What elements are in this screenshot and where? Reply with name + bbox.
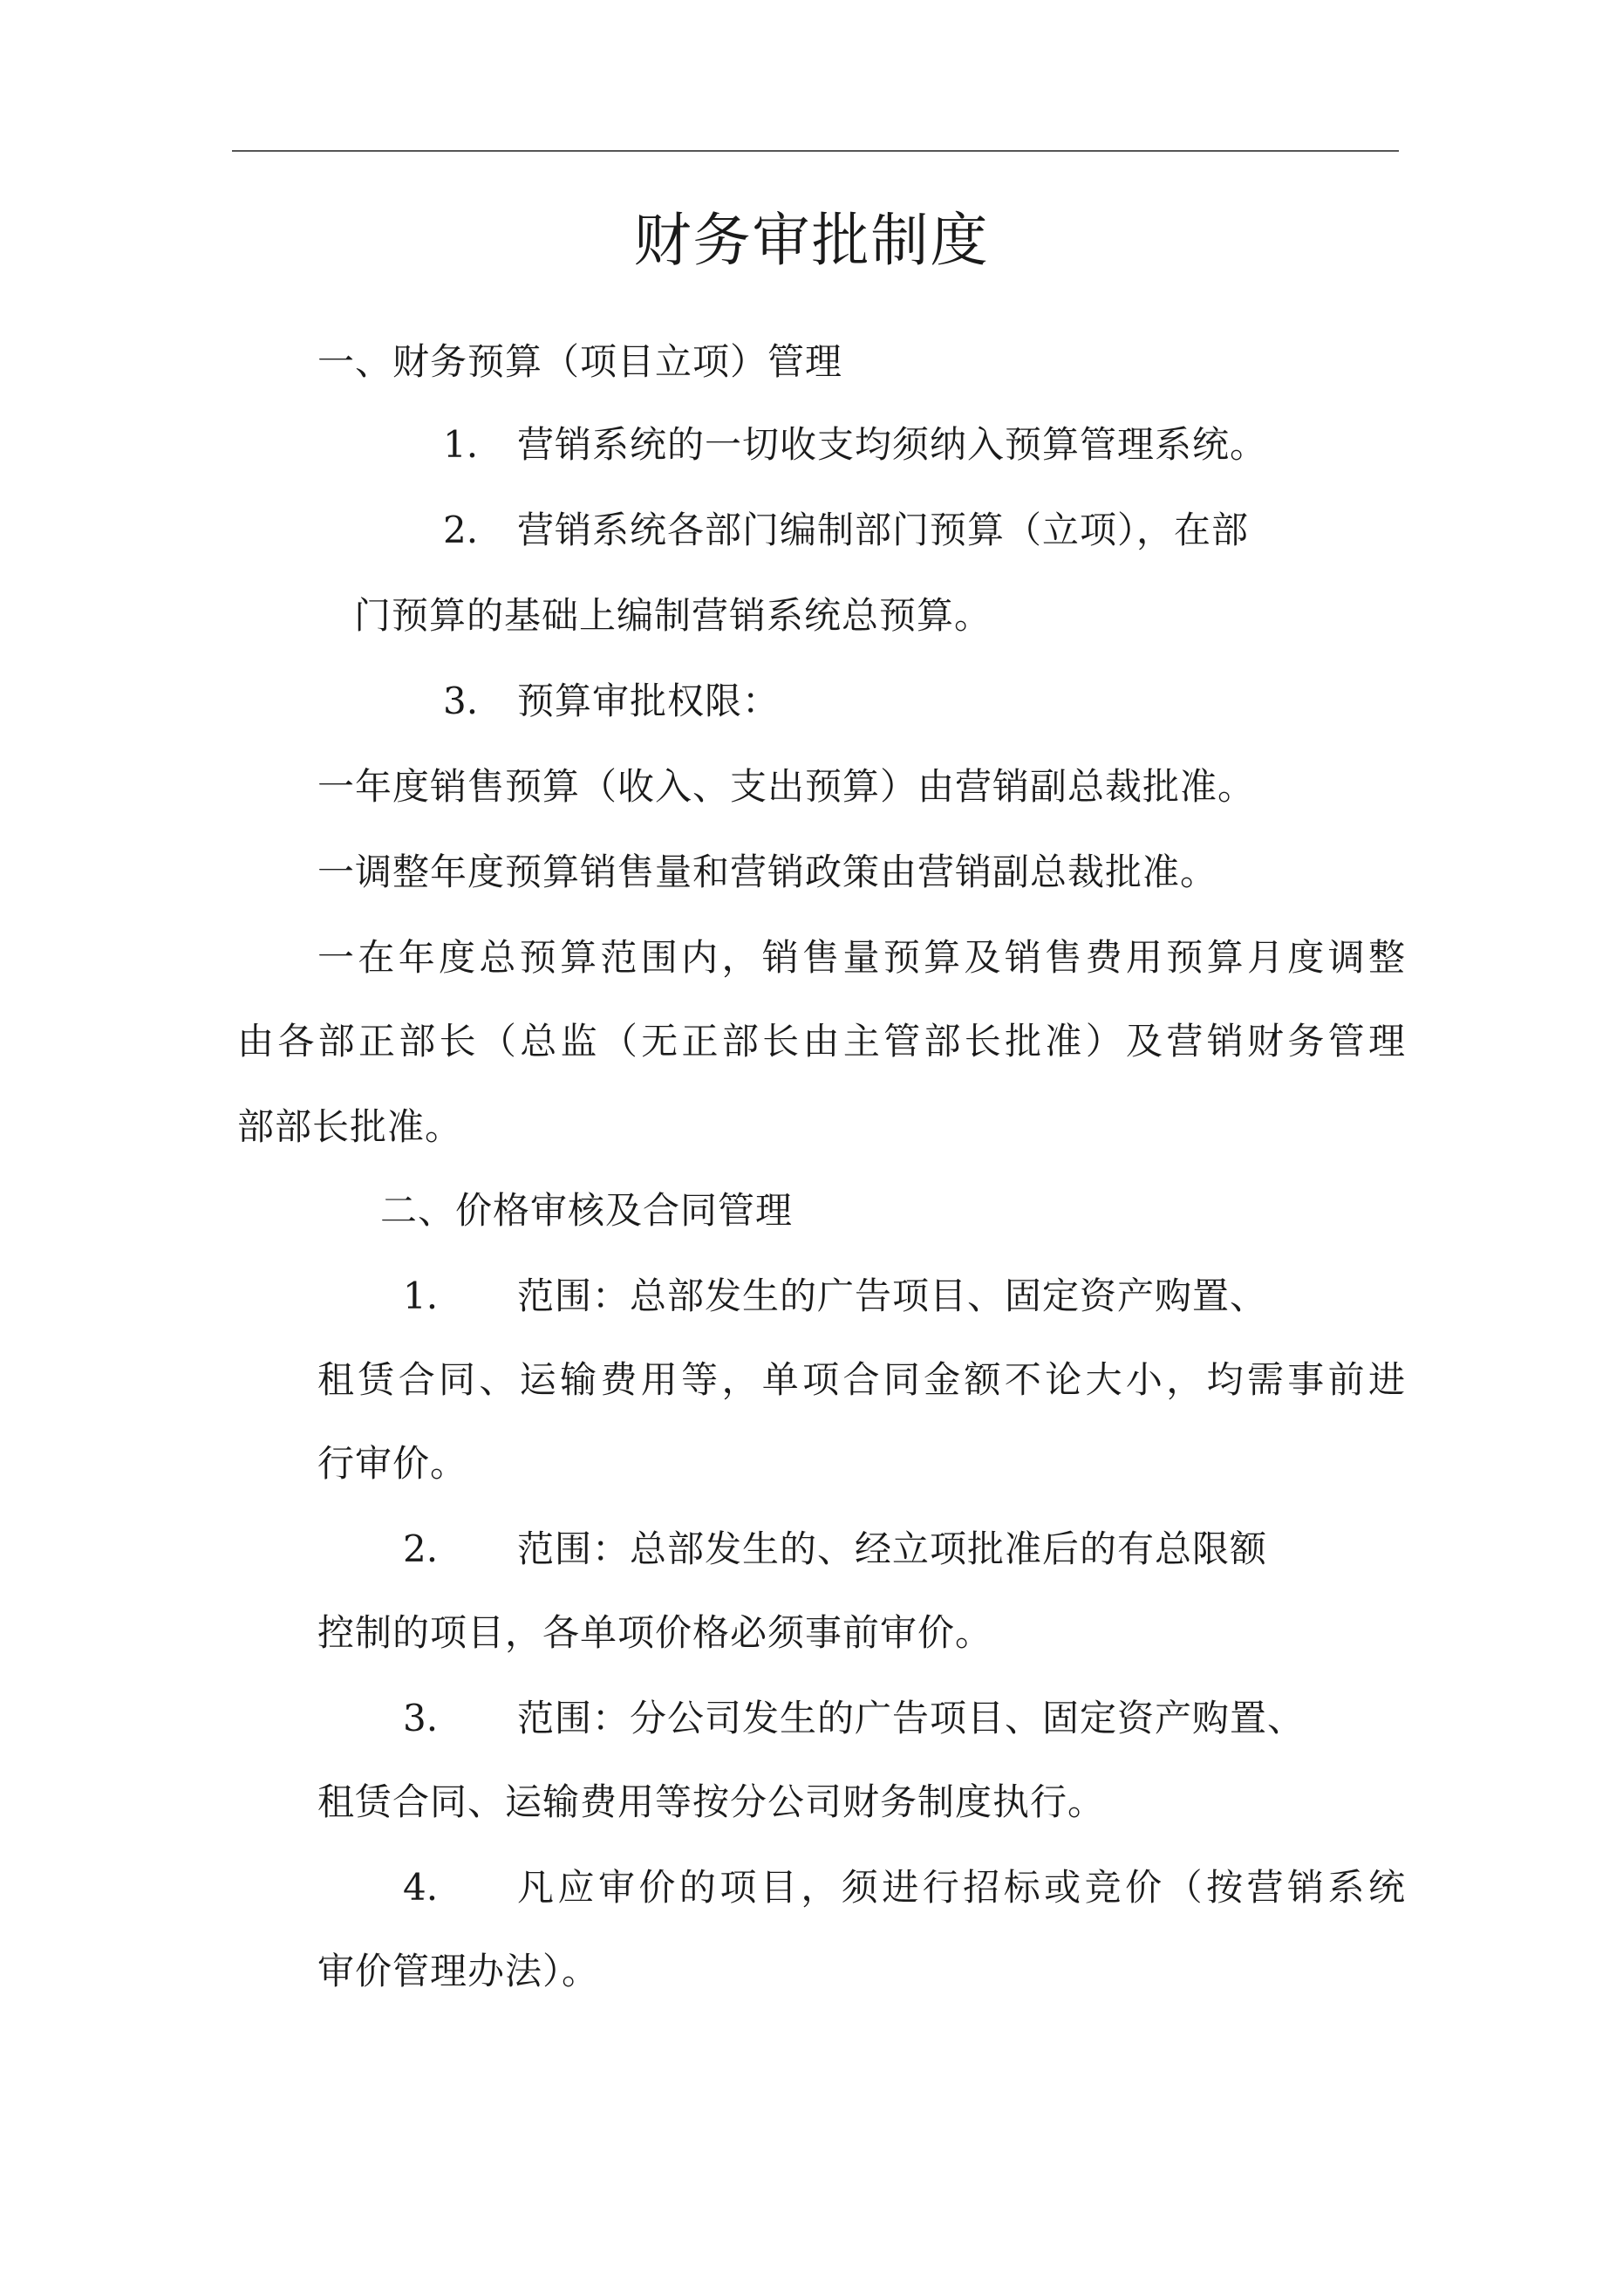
section2-item3-line1: 范围：分公司发生的广告项目、固定资产购置、 xyxy=(517,1697,1306,1739)
section1-heading: 一、财务预算（项目立项）管理 xyxy=(317,340,843,383)
section1-dash3-line3: 部部长批准。 xyxy=(237,1105,463,1148)
section2-item4-line2: 审价管理办法）。 xyxy=(317,1950,600,1992)
section1-dash2: 一调整年度预算销售量和营销政策由营销副总裁批准。 xyxy=(317,851,1218,893)
section2-item2-line1: 范围：总部发生的、经立项批准后的有总限额 xyxy=(517,1527,1268,1570)
section1-dash3-line1: 一在年度总预算范围内，销售量预算及销售费用预算月度调整 xyxy=(317,936,1406,979)
section2-item3-number: 3. xyxy=(403,1697,439,1739)
section2-heading: 二、价格审核及合同管理 xyxy=(380,1189,794,1232)
document-title: 财务审批制度 xyxy=(633,207,990,274)
section2-item2-line2: 控制的项目，各单项价格必须事前审价。 xyxy=(317,1611,993,1654)
header-rule xyxy=(232,150,1399,152)
section1-item2-number: 2. xyxy=(443,509,479,551)
section2-item4-line1: 凡应审价的项目，须进行招标或竞价（按营销系统 xyxy=(517,1866,1406,1909)
section2-item3-line2: 租赁合同、运输费用等按分公司财务制度执行。 xyxy=(317,1780,1106,1823)
section2-item4-number: 4. xyxy=(403,1866,439,1909)
section2-item1-number: 1. xyxy=(403,1274,439,1317)
section2-item1-line3: 行审价。 xyxy=(317,1442,468,1485)
section1-item1-number: 1. xyxy=(443,423,479,466)
section1-item3-text: 预算审批权限： xyxy=(517,680,781,722)
section2-item1-line2: 租赁合同、运输费用等，单项合同金额不论大小，均需事前进 xyxy=(317,1358,1406,1401)
section1-dash1: 一年度销售预算（收入、支出预算）由营销副总裁批准。 xyxy=(317,765,1256,808)
section1-dash3-line2: 由各部正部长（总监（无正部长由主管部长批准）及营销财务管理 xyxy=(237,1020,1406,1063)
section1-item3-number: 3. xyxy=(443,680,479,722)
section1-item2-line2: 门预算的基础上编制营销系统总预算。 xyxy=(354,594,992,637)
section2-item1-line1: 范围：总部发生的广告项目、固定资产购置、 xyxy=(517,1274,1268,1317)
section1-item2-line1: 营销系统各部门编制部门预算（立项），在部 xyxy=(517,509,1250,551)
section1-item1-text: 营销系统的一切收支均须纳入预算管理系统。 xyxy=(517,423,1268,466)
section2-item2-number: 2. xyxy=(403,1527,439,1570)
